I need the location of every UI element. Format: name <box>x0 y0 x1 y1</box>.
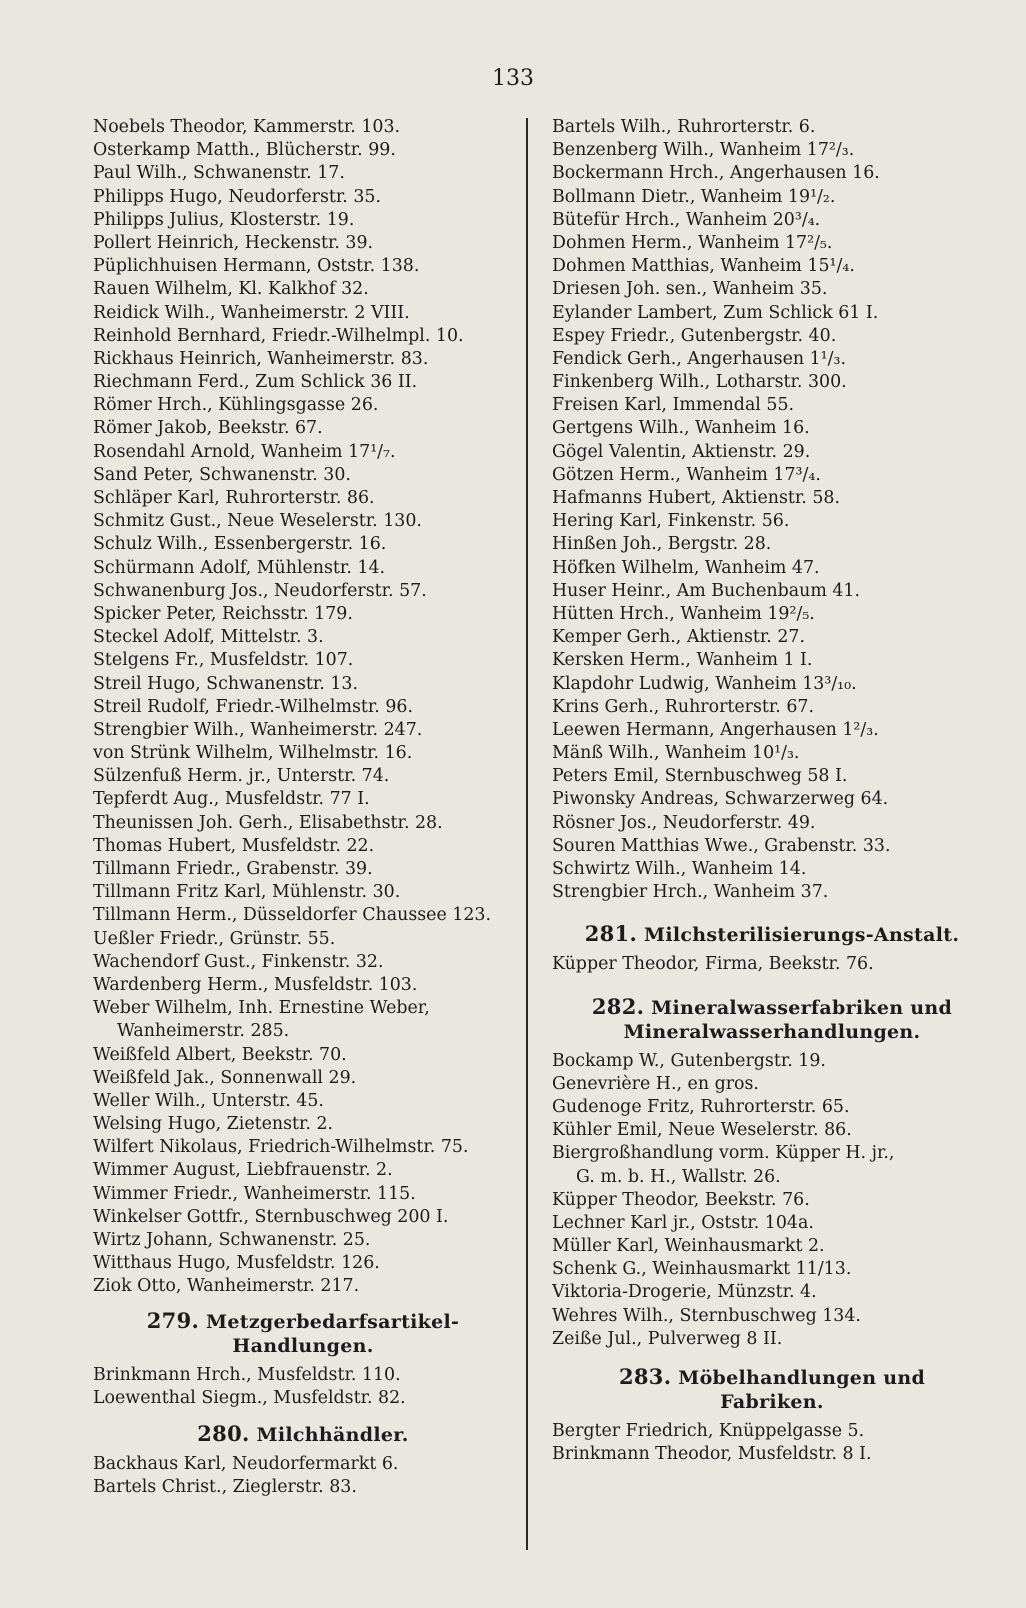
list-item: Riechmann Ferd., Zum Schlick 36 II. <box>93 372 418 393</box>
list-item: Schürmann Adolf, Mühlenstr. 14. <box>93 557 386 578</box>
list-item: Wachendorf Gust., Finkenstr. 32. <box>93 951 384 972</box>
page-number: 133 <box>492 66 534 91</box>
list-item: Genevrière H., en gros. <box>552 1073 759 1094</box>
list-item: Welsing Hugo, Zietenstr. 2. <box>93 1114 334 1135</box>
list-item: Weißfeld Albert, Beekstr. 70. <box>93 1044 347 1065</box>
list-item: Rickhaus Heinrich, Wanheimerstr. 83. <box>93 348 429 369</box>
section-number: 279. <box>146 1307 200 1333</box>
list-item: Hinßen Joh., Bergstr. 28. <box>552 534 772 555</box>
list-item: Rauen Wilhelm, Kl. Kalkhof 32. <box>93 279 369 300</box>
list-item: Backhaus Karl, Neudorfermarkt 6. <box>93 1453 399 1474</box>
list-item: Küpper Theodor, Firma, Beekstr. 76. <box>552 954 874 975</box>
column-divider <box>526 118 528 1550</box>
list-item: Tillmann Fritz Karl, Mühlenstr. 30. <box>93 882 401 903</box>
list-item: Küpper Theodor, Beekstr. 76. <box>552 1189 810 1210</box>
list-item: Wilfert Nikolaus, Friedrich-Wilhelmstr. 75. <box>93 1137 469 1158</box>
section-title-continued: Fabriken. <box>720 1391 824 1413</box>
list-item: Souren Matthias Wwe., Grabenstr. 33. <box>552 835 891 856</box>
list-item: Steckel Adolf, Mittelstr. 3. <box>93 627 324 648</box>
list-item: Philipps Julius, Klosterstr. 19. <box>93 209 355 230</box>
section-number: 281. <box>584 921 638 947</box>
list-item: Tillmann Friedr., Grabenstr. 39. <box>93 859 373 879</box>
list-item: Ueßler Friedr., Grünstr. 55. <box>93 928 336 949</box>
list-item: Bollmann Dietr., Wanheim 19¹/₂. <box>552 186 836 207</box>
list-item: Römer Jakob, Beekstr. 67. <box>93 418 323 439</box>
list-item: Wirtz Johann, Schwanenstr. 25. <box>93 1230 371 1250</box>
list-item: Weller Wilh., Unterstr. 45. <box>93 1090 324 1111</box>
section-title: Metzgerbedarfsartikel- <box>206 1310 460 1333</box>
list-item: Freisen Karl, Immendal 55. <box>552 395 795 416</box>
section-281-entries <box>552 953 992 976</box>
section-283-heading <box>552 1365 992 1414</box>
list-item: Leewen Hermann, Angerhausen 1²/₃. <box>552 719 879 740</box>
list-item: Fendick Gerh., Angerhausen 1¹/₃. <box>552 348 846 369</box>
list-item: Driesen Joh. sen., Wanheim 35. <box>552 279 828 300</box>
list-item: Gertgens Wilh., Wanheim 16. <box>552 418 810 439</box>
list-item: Klapdohr Ludwig, Wanheim 13³/₁₀. <box>552 673 857 694</box>
list-item: Hütten Hrch., Wanheim 19²/₅. <box>552 603 815 624</box>
section-279-entries <box>93 1364 513 1410</box>
list-item: Tillmann Herm., Düsseldorfer Chaussee 123. <box>93 905 492 926</box>
list-item: Bergter Friedrich, Knüppelgasse 5. <box>552 1421 865 1441</box>
left-column <box>93 116 513 1499</box>
section-282-heading <box>552 995 992 1044</box>
section-title: Mineralwasserfabriken und <box>651 996 953 1019</box>
list-item: Eylander Lambert, Zum Schlick 61 I. <box>552 302 879 323</box>
section-280-heading <box>93 1422 513 1447</box>
section-283-entries <box>552 1420 992 1466</box>
list-item: Schwanenburg Jos., Neudorferstr. 57. <box>93 580 427 601</box>
section-title-continued: Mineralwasserhandlungen. <box>623 1020 921 1043</box>
list-item: Götzen Herm., Wanheim 17³/₄. <box>552 464 821 485</box>
list-item: Bockermann Hrch., Angerhausen 16. <box>552 163 880 184</box>
left-entry-list <box>93 116 513 1299</box>
list-item: Püplichhuisen Hermann, Oststr. 138. <box>93 256 420 277</box>
right-column <box>552 116 992 1466</box>
list-item: Wardenberg Herm., Musfeldstr. 103. <box>93 974 418 995</box>
list-item: Sülzenfuß Herm. jr., Unterstr. 74. <box>93 766 390 787</box>
section-number: 282. <box>591 993 645 1019</box>
list-item: Witthaus Hugo, Musfeldstr. 126. <box>93 1253 380 1274</box>
list-item: Brinkmann Hrch., Musfeldstr. 110. <box>93 1364 401 1385</box>
list-item: Hafmanns Hubert, Aktienstr. 58. <box>552 488 840 508</box>
list-item: Schulz Wilh., Essenbergerstr. 16. <box>93 534 387 555</box>
list-item: Paul Wilh., Schwanenstr. 17. <box>93 163 345 184</box>
section-280-entries <box>93 1453 513 1499</box>
list-item: Gögel Valentin, Aktienstr. 29. <box>552 441 811 462</box>
list-item: Rösner Jos., Neudorferstr. 49. <box>552 812 816 833</box>
section-title: Möbelhandlungen und <box>678 1367 926 1389</box>
section-281-heading <box>552 922 992 947</box>
right-entry-list <box>552 116 992 904</box>
list-item: Schwirtz Wilh., Wanheim 14. <box>552 859 807 879</box>
list-item: Viktoria-Drogerie, Münzstr. 4. <box>552 1282 817 1303</box>
list-item: Weber Wilhelm, Inh. Ernestine Weber, <box>93 998 430 1019</box>
section-number: 280. <box>197 1420 250 1446</box>
list-item: Schenk G., Weinhausmarkt 11/13. <box>552 1259 852 1280</box>
list-item: Finkenberg Wilh., Lotharstr. 300. <box>552 372 847 393</box>
list-item: Biergroßhandlung vorm. Küpper H. jr., <box>552 1143 895 1164</box>
list-item: Kühler Emil, Neue Weselerstr. 86. <box>552 1120 852 1141</box>
list-item: Wanheimerstr. 285. <box>117 1021 290 1042</box>
list-item: Hering Karl, Finkenstr. 56. <box>552 511 790 532</box>
list-item: Höfken Wilhelm, Wanheim 47. <box>552 557 820 578</box>
list-item: G. m. b. H., Wallstr. 26. <box>576 1166 781 1187</box>
list-item: Bartels Wilh., Ruhrorterstr. 6. <box>552 117 816 137</box>
list-item: Theunissen Joh. Gerh., Elisabethstr. 28. <box>93 812 443 833</box>
list-item: Loewenthal Siegm., Musfeldstr. 82. <box>93 1387 406 1408</box>
list-item: Gudenoge Fritz, Ruhrorterstr. 65. <box>552 1096 850 1117</box>
list-item: Müller Karl, Weinhausmarkt 2. <box>552 1236 825 1257</box>
list-item: Spicker Peter, Reichsstr. 179. <box>93 603 353 624</box>
list-item: Kersken Herm., Wanheim 1 I. <box>552 650 813 671</box>
list-item: Wehres Wilh., Sternbuschweg 134. <box>552 1305 861 1326</box>
list-item: Zeiße Jul., Pulverweg 8 II. <box>552 1328 783 1349</box>
list-item: Streil Hugo, Schwanenstr. 13. <box>93 673 359 694</box>
section-number: 283. <box>618 1364 672 1389</box>
list-item: Huser Heinr., Am Buchenbaum 41. <box>552 580 860 601</box>
list-item: Weißfeld Jak., Sonnenwall 29. <box>93 1067 357 1088</box>
list-item: Piwonsky Andreas, Schwarzerweg 64. <box>552 789 889 810</box>
section-title: Milchsterilisierungs-Anstalt. <box>644 924 960 947</box>
list-item: Krins Gerh., Ruhrorterstr. 67. <box>552 696 815 717</box>
list-item: Strengbier Hrch., Wanheim 37. <box>552 882 829 903</box>
list-item: Espey Friedr., Gutenbergstr. 40. <box>552 325 837 346</box>
list-item: Stelgens Fr., Musfeldstr. 107. <box>93 650 354 671</box>
list-item: Tepferdt Aug., Musfeldstr. 77 I. <box>93 789 370 810</box>
section-279-heading <box>93 1309 513 1358</box>
list-item: Streil Rudolf, Friedr.-Wilhelmstr. 96. <box>93 696 413 717</box>
list-item: Rosendahl Arnold, Wanheim 17¹/₇. <box>93 441 396 462</box>
list-item: Ziok Otto, Wanheimerstr. 217. <box>93 1276 360 1297</box>
list-item: Wimmer August, Liebfrauenstr. 2. <box>93 1160 393 1181</box>
list-item: von Strünk Wilhelm, Wilhelmstr. 16. <box>93 743 413 764</box>
list-item: Mänß Wilh., Wanheim 10¹/₃. <box>552 743 800 764</box>
list-item: Dohmen Herm., Wanheim 17²/₅. <box>552 232 833 253</box>
list-item: Schmitz Gust., Neue Weselerstr. 130. <box>93 511 422 532</box>
list-item: Kemper Gerh., Aktienstr. 27. <box>552 627 806 648</box>
list-item: Philipps Hugo, Neudorferstr. 35. <box>93 186 382 207</box>
list-item: Thomas Hubert, Musfeldstr. 22. <box>93 835 375 856</box>
list-item: Wimmer Friedr., Wanheimerstr. 115. <box>93 1183 416 1204</box>
list-item: Dohmen Matthias, Wanheim 15¹/₄. <box>552 256 855 277</box>
section-title: Milchhändler. <box>256 1423 409 1446</box>
list-item: Pollert Heinrich, Heckenstr. 39. <box>93 232 374 253</box>
list-item: Noebels Theodor, Kammerstr. 103. <box>93 117 401 137</box>
list-item: Peters Emil, Sternbuschweg 58 I. <box>552 766 848 787</box>
section-title-continued: Handlungen. <box>232 1334 374 1357</box>
section-282-entries <box>552 1050 992 1351</box>
list-item: Benzenberg Wilh., Wanheim 17²/₃. <box>552 140 855 161</box>
list-item: Bartels Christ., Zieglerstr. 83. <box>93 1477 357 1498</box>
list-item: Römer Hrch., Kühlingsgasse 26. <box>93 395 379 416</box>
list-item: Strengbier Wilh., Wanheimerstr. 247. <box>93 719 423 740</box>
list-item: Osterkamp Matth., Blücherstr. 99. <box>93 140 396 161</box>
list-item: Reinhold Bernhard, Friedr.-Wilhelmpl. 10. <box>93 325 464 346</box>
list-item: Sand Peter, Schwanenstr. 30. <box>93 464 351 485</box>
list-item: Bockamp W., Gutenbergstr. 19. <box>552 1050 826 1071</box>
list-item: Brinkmann Theodor, Musfeldstr. 8 I. <box>552 1444 872 1465</box>
list-item: Schläper Karl, Ruhrorterstr. 86. <box>93 488 375 508</box>
list-item: Bütefür Hrch., Wanheim 20³/₄. <box>552 209 821 230</box>
list-item: Lechner Karl jr., Oststr. 104a. <box>552 1212 814 1233</box>
list-item: Winkelser Gottfr., Sternbuschweg 200 I. <box>93 1206 449 1227</box>
list-item: Reidick Wilh., Wanheimerstr. 2 VIII. <box>93 302 410 323</box>
